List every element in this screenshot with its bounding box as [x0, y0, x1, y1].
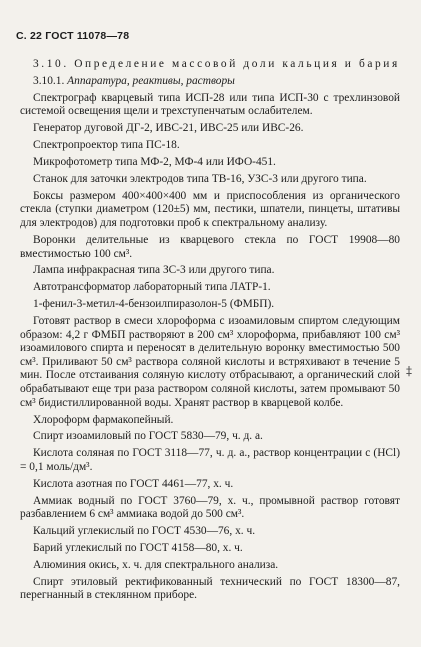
- equipment-generator: Генератор дуговой ДГ-2, ИВС-21, ИВС-25 или ИВС-26.: [33, 122, 304, 135]
- reagent-hydrochloric-acid: Кислота соляная по ГОСТ 3118—77, ч. д. а., раствор концентрации с (HCl) = 0,1 моль/дм³.: [20, 447, 400, 473]
- reagent-isoamyl-alcohol: Спирт изоамиловый по ГОСТ 5830—79, ч. д. а.: [33, 430, 263, 443]
- reagent-chloroform: Хлороформ фармакопейный.: [33, 413, 174, 426]
- reagent-ammonia: Аммиак водный по ГОСТ 3760—79, х. ч., промывной раствор готовят разбавлением 6 см³ аммиака водой до 500 см³.: [20, 494, 400, 521]
- subsection-title: Аппаратура, реактивы, растворы: [67, 74, 235, 87]
- equipment-spectroprojector: Спектропроектор типа ПС-18.: [33, 139, 180, 152]
- reagent-fmbp: 1-фенил-3-метил-4-бензоилпиразолон-5 (ФМБП).: [33, 298, 275, 311]
- equipment-autotransformer: Автотрансформатор лабораторный типа ЛАТР-1.: [33, 281, 271, 294]
- fmbp-preparation: Готовят раствор в смеси хлороформа с изоамиловым спиртом следующим образом: 4,2 г ФМБП растворяют в 200 см³ хлороформа, прибавляют 100 см³ изоамилового спирта и переносят в делительную воронку вместимостью 500 см³. Приливают 50 см³ раствора соляной кислоты и встряхивают в течение 5 мин. После отстаивания соляную кислоту отбрасывают, а органический слой обрабатывают еще три раза раствором соляной кислоты, затем промывают 50 см³ бидистиллированной воды. Хранят раствор в кварцевой колбе.: [20, 315, 400, 409]
- reagent-nitric-acid: Кислота азотная по ГОСТ 4461—77, х. ч.: [33, 477, 234, 490]
- document-body: [20, 58, 400, 606]
- equipment-lamp: Лампа инфракрасная типа ЗС-3 или другого типа.: [33, 264, 275, 277]
- subsection-number: 3.10.1.: [33, 74, 68, 87]
- equipment-spectrograph: Спектрограф кварцевый типа ИСП-28 или типа ИСП-30 с трехлинзовой системой освещения щели и трехступенчатым ослабителем.: [20, 91, 400, 118]
- page-header: С. 22 ГОСТ 11078—78: [16, 30, 130, 42]
- equipment-sharpening-machine: Станок для заточки электродов типа ТВ-16, УЗС-3 или другого типа.: [33, 172, 367, 185]
- equipment-boxes: Боксы размером 400×400×400 мм и приспособления из органического стекла (ступки диаметром (120±5) мм, пестики, шпатели, пинцеты, штативы для электродов) для подготовки проб к спектральному анализу.: [20, 189, 400, 230]
- equipment-microphotometer: Микрофотометр типа МФ-2, МФ-4 или ИФО-451.: [33, 156, 276, 169]
- reagent-calcium-carbonate: Кальций углекислый по ГОСТ 4530—76, х. ч.: [33, 525, 256, 538]
- reagent-alumina: Алюминия окись, х. ч. для спектрального анализа.: [33, 558, 279, 571]
- margin-mark-icon: ‡: [406, 364, 412, 378]
- subsection-heading-3-10-1: [20, 75, 400, 89]
- section-heading-3-10: 3.10. Определение массовой доли кальция и бария: [33, 58, 400, 70]
- reagent-barium-carbonate: Барий углекислый по ГОСТ 4158—80, х. ч.: [33, 542, 243, 555]
- reagent-ethyl-alcohol: Спирт этиловый ректификованный технический по ГОСТ 18300—87, перегнанный в стеклянном приборе.: [20, 575, 400, 602]
- equipment-funnels: Воронки делительные из кварцевого стекла по ГОСТ 19908—80 вместимостью 100 см³.: [20, 233, 400, 260]
